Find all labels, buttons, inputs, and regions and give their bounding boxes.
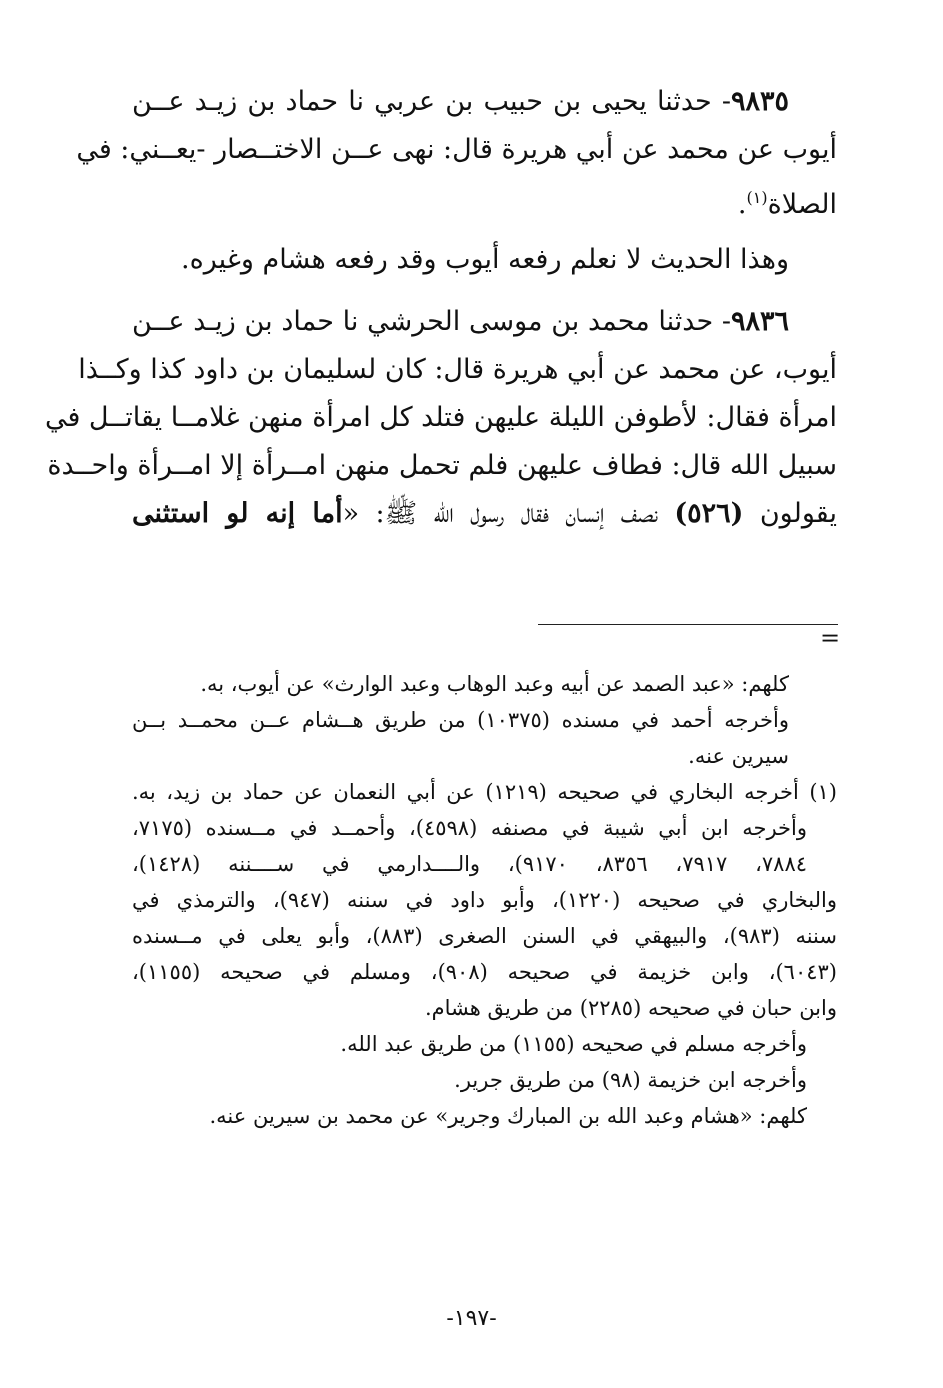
main-text [44, 78, 837, 538]
page-number: -١٩٧- [446, 1306, 497, 1331]
hadith-9836-line-3: امرأة فقال: لأطوفن الليلة عليهن فتلد كل امرأة منهن غلامــا يقاتــل في [44, 402, 837, 433]
footnote-1-line: كلهم: «هشام وعبد الله بن المبارك وجرير» عن محمد بن سيرين عنه. [209, 1104, 807, 1128]
footnote-1-line: (٦٠٤٣)، وابن خزيمة في صحيحه (٩٠٨)، ومسلم في صحيحه (١١٥٥)، [132, 960, 837, 984]
footnote-line: كلهم: «عبد الصمد عن أبيه وعبد الوهاب وعبد الوارث» عن أيوب، به. [200, 672, 789, 696]
hadith-9836-line-1 [132, 298, 837, 346]
footnote-1-line: والبخاري في صحيحه (١٢٢٠)، وأبو داود في سننه (٩٤٧)، والترمذي في [132, 888, 837, 912]
footnote-1-line: وأخرجه ابن خزيمة (٩٨) من طريق جرير. [454, 1068, 807, 1092]
footnote-1-line: (١) أخرجه البخاري في صحيحه (١٢١٩) عن أبي النعمان عن حماد بن زيد، به. [132, 780, 837, 804]
footnote-1-line: وابن حبان في صحيحه (٢٢٨٥) من طريق هشام. [424, 996, 837, 1020]
footnote-divider [538, 624, 838, 625]
author-comment: وهذا الحديث لا نعلم رفعه أيوب وقد رفعه هشام وغيره. [181, 244, 789, 275]
hadith-number: ٩٨٣٥ [730, 86, 789, 117]
footnote-1-line: ٧٨٨٤، ٧٩١٧، ٨٣٥٦، ٩١٧٠)، والــــدارمي في ســــننه (١٤٢٨)، [132, 852, 808, 876]
hadith-quote-bold: أما إنه لو استثنى [132, 498, 343, 529]
footnote-line: وأخرجه أحمد في مسنده (١٠٣٧٥) من طريق هــشام عــن محمــد بــن [132, 708, 789, 732]
hadith-9835-line-1 [132, 78, 837, 126]
footnotes [132, 666, 837, 1134]
hadith-text: - حدثنا محمد بن موسى الحرشي نا حماد بن زيـد عــن [132, 306, 731, 337]
hadith-9836-line-2: أيوب، عن محمد عن أبي هريرة قال: كان لسليمان بن داود كذا وكــذا [78, 354, 837, 385]
volume-page-ref: (٥٢٦) [674, 498, 744, 529]
footnote-1-line: وأخرجه مسلم في صحيحه (١١٥٥) من طريق عبد الله. [340, 1032, 807, 1056]
hadith-text: يقولون [743, 498, 837, 529]
footnote-marker: (١) [746, 188, 768, 207]
footnote-1-line: وأخرجه ابن أبي شيبة في مصنفه (٤٥٩٨)، وأحمــد في مــسنده (٧١٧٥، [132, 816, 808, 840]
hadith-9835-line-3 [132, 174, 837, 222]
footnote-1-line: سننه (٩٨٣)، والبيهقي في السنن الصغرى (٨٨٣)، وأبو يعلى في مــسنده [132, 924, 837, 948]
hadith-9836-line-5 [132, 490, 837, 538]
hadith-text: . [737, 189, 747, 220]
continuation-mark: = [820, 624, 841, 652]
hadith-9835-line-2: أيوب عن محمد عن أبي هريرة قال: نهى عــن الاختــصار -يعــني: في [76, 134, 837, 165]
footnote-line: سيرين عنه. [688, 744, 789, 768]
hadith-9836-line-4: سبيل الله قال: فطاف عليهن فلم تحمل منهن امــرأة إلا امــرأة واحــدة [47, 450, 837, 481]
hadith-number: ٩٨٣٦ [730, 306, 789, 337]
hadith-text: الصلاة [767, 189, 837, 220]
hadith-text: نصف إنسان فقال رسول الله ﷺ: « [342, 498, 675, 529]
hadith-text: - حدثنا يحيى بن حبيب بن عربي نا حماد بن زيـد عــن [132, 86, 731, 117]
